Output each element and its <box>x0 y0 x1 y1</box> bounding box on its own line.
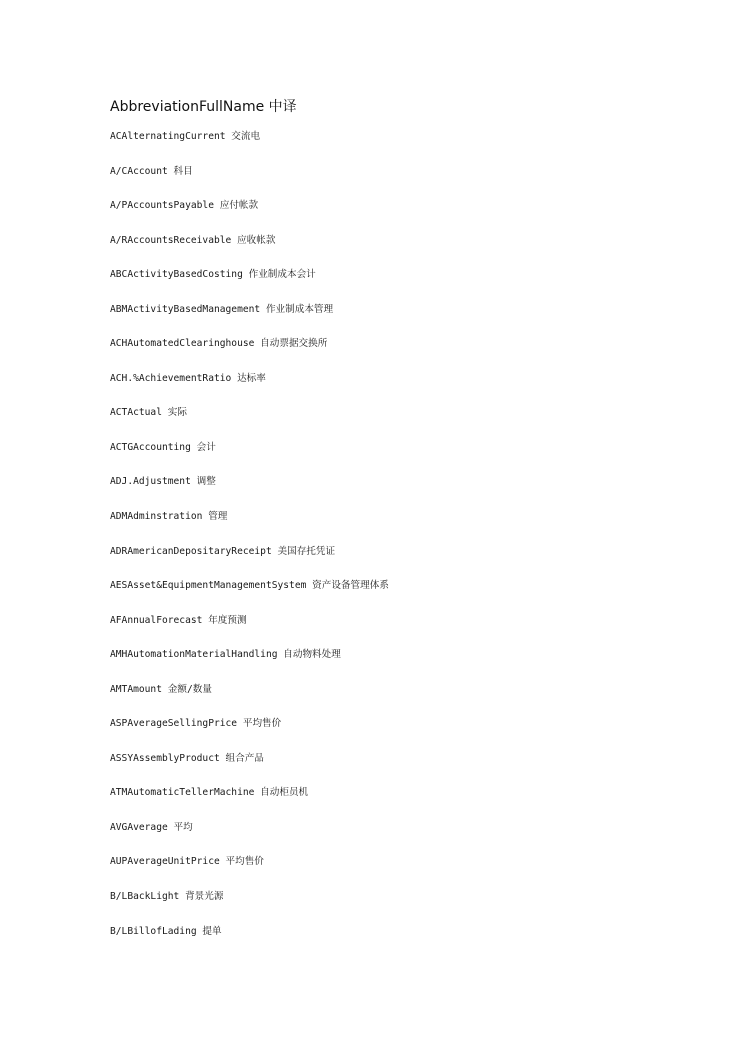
list-item: ASPAverageSellingPrice 平均售价 <box>110 718 282 730</box>
list-item: ABMActivityBasedManagement 作业制成本管理 <box>110 303 334 315</box>
list-item: ADRAmericanDepositaryReceipt 美国存托凭证 <box>110 545 336 557</box>
list-item: ADMAdminstration 管理 <box>110 511 228 523</box>
list-item: ACH.%AchievementRatio 达标率 <box>110 372 266 384</box>
list-item: AFAnnualForecast 年度预测 <box>110 614 247 626</box>
list-item: A/PAccountsPayable 应付帐款 <box>110 200 259 212</box>
list-item: B/LBillofLading 提单 <box>110 925 222 937</box>
list-item: AVGAverage 平均 <box>110 821 193 833</box>
page-title: AbbreviationFullName 中译 <box>110 99 297 115</box>
abbreviation-list <box>110 128 389 957</box>
list-item: A/CAccount 科目 <box>110 165 193 177</box>
list-item: AMTAmount 金额/数量 <box>110 683 212 695</box>
list-item: ASSYAssemblyProduct 组合产品 <box>110 752 264 764</box>
list-item: ABCActivityBasedCosting 作业制成本会计 <box>110 269 316 281</box>
list-item: AESAsset&EquipmentManagementSystem 资产设备管理体系 <box>110 580 389 592</box>
list-item: ATMAutomaticTellerMachine 自动柜员机 <box>110 787 309 799</box>
list-item: ACTGAccounting 会计 <box>110 441 216 453</box>
list-item: B/LBackLight 背景光源 <box>110 891 224 903</box>
list-item: ACHAutomatedClearinghouse 自动票据交换所 <box>110 338 328 350</box>
list-item: ACTActual 实际 <box>110 407 187 419</box>
list-item: ADJ.Adjustment 调整 <box>110 476 216 488</box>
list-item: ACAlternatingCurrent 交流电 <box>110 131 261 142</box>
list-item: A/RAccountsReceivable 应收帐款 <box>110 234 276 246</box>
list-item: AMHAutomationMaterialHandling 自动物料处理 <box>110 649 341 661</box>
list-item: AUPAverageUnitPrice 平均售价 <box>110 856 264 868</box>
